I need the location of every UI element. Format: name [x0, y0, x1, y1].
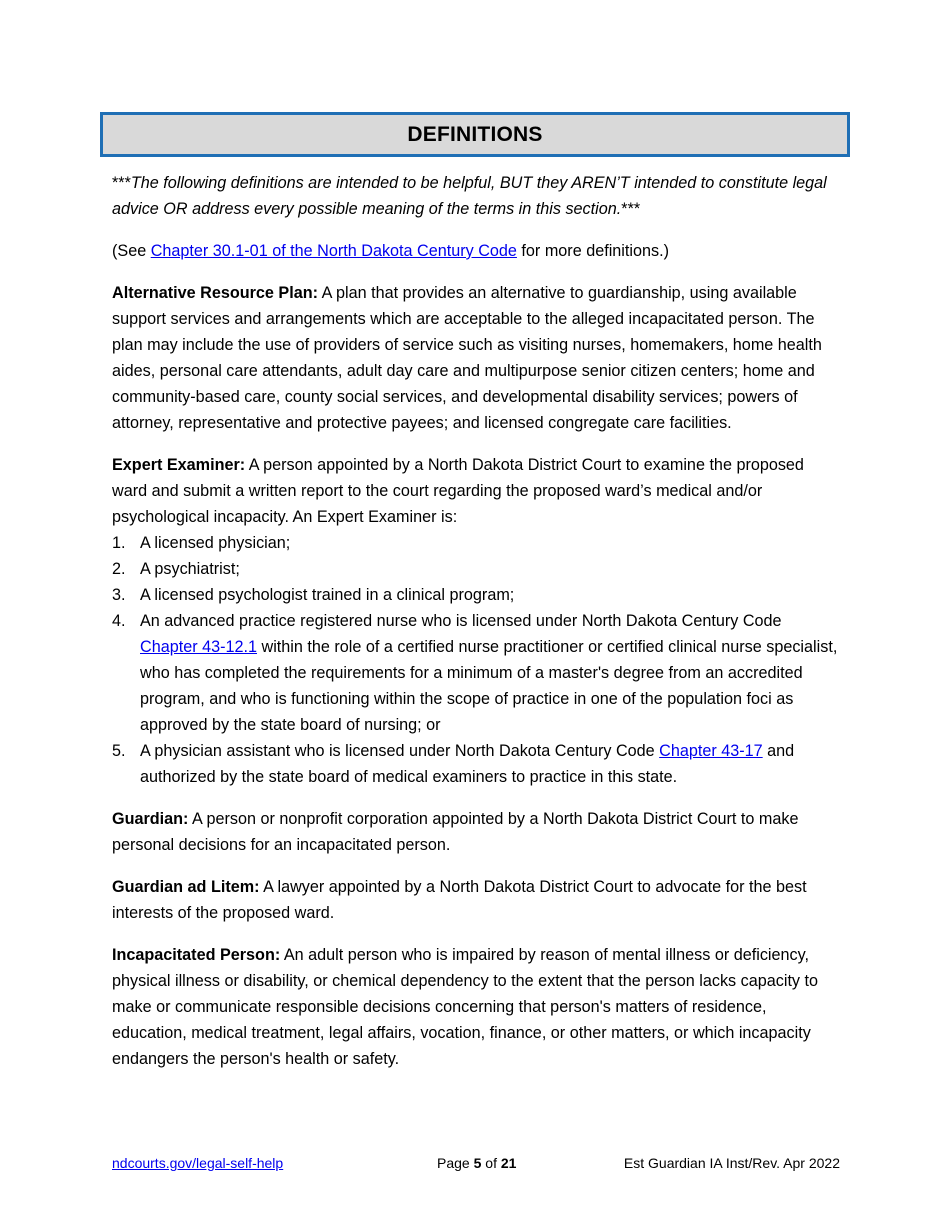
list-number: 5. [112, 742, 126, 760]
definition-text: An adult person who is impaired by reason of mental illness or deficiency, physical illness or disability, or chemical dependency to the extent that the person lacks capacity to make or communicate responsible decisions concerning that person's matters of residence, education, medical treatment, legal affairs, vocation, finance, or other matters, or which incapacity endangers the person's health or safety. [112, 946, 819, 1068]
page-footer [112, 1155, 840, 1175]
definition-guardian-ad-litem [112, 874, 840, 926]
list-number: 3. [112, 586, 126, 604]
page-total: 21 [500, 1155, 517, 1171]
page-title: DEFINITIONS [407, 122, 543, 146]
definition-text: A lawyer appointed by a North Dakota District Court to advocate for the best interests of the proposed ward. [112, 878, 807, 922]
list-text-after: and authorized by the state board of medical examiners to practice in this state. [140, 742, 795, 786]
disclaimer-prefix: *** [112, 174, 131, 192]
definition-incapacitated-person [112, 942, 840, 1072]
legal-self-help-link[interactable]: ndcourts.gov/legal-self-help [112, 1155, 284, 1171]
definition-text: A person or nonprofit corporation appointed by a North Dakota District Court to make personal decisions for an incapacitated person. [112, 810, 799, 854]
definition-term: Expert Examiner: [112, 456, 246, 474]
see-note [112, 238, 840, 264]
list-text-before: A physician assistant who is licensed under North Dakota Century Code [140, 742, 660, 760]
list-text-before: An advanced practice registered nurse who is licensed under North Dakota Century Code [140, 612, 782, 630]
ndcc-chapter-43-17-link[interactable]: Chapter 43-17 [659, 742, 763, 760]
definition-term: Guardian ad Litem: [112, 878, 260, 896]
list-text: A psychiatrist; [140, 560, 240, 578]
list-item [112, 608, 840, 738]
ndcc-chapter-43-12-1-link[interactable]: Chapter 43-12.1 [140, 638, 257, 656]
definition-text: A person appointed by a North Dakota District Court to examine the proposed ward and submit a written report to the court regarding the proposed ward’s medical and/or psychological incapacity. An Expert Examiner is: [112, 456, 804, 526]
disclaimer-text: The following definitions are intended to be helpful, BUT they AREN’T intended to constitute legal advice OR address every possible meaning of the terms in this section. [112, 174, 827, 218]
definition-term: Guardian: [112, 810, 189, 828]
list-item [112, 556, 840, 582]
definition-text: A plan that provides an alternative to guardianship, using available support services and arrangements which are acceptable to the alleged incapacitated person. The plan may include the use of providers of service such as visiting nurses, homemakers, home health aides, personal care attendants, adult day care and multipurpose senior citizen centers; home and community-based care, county social services, and developmental disability services; powers of attorney, representative and protective payees; and licensed congregate care facilities. [112, 284, 822, 432]
list-item [112, 738, 840, 790]
definition-guardian [112, 806, 840, 858]
page-of: of [481, 1155, 501, 1171]
expert-examiner-list [112, 530, 840, 790]
list-number: 1. [112, 534, 126, 552]
definition-expert-examiner [112, 452, 840, 530]
page-number [437, 1155, 516, 1171]
page-current: 5 [473, 1155, 482, 1171]
list-item [112, 530, 840, 556]
list-number: 4. [112, 612, 126, 630]
definition-term: Alternative Resource Plan: [112, 284, 319, 302]
disclaimer-suffix: *** [621, 200, 641, 218]
definition-term: Incapacitated Person: [112, 946, 281, 964]
form-id: Est Guardian IA Inst/Rev. Apr 2022 [623, 1155, 840, 1171]
see-note-after: for more definitions.) [516, 242, 669, 260]
definitions-heading-box [100, 112, 850, 157]
document-body [112, 170, 840, 1088]
ndcc-chapter-30-1-01-link[interactable]: Chapter 30.1-01 of the North Dakota Century Code [150, 242, 517, 260]
see-note-before: (See [112, 242, 151, 260]
page-prefix: Page [437, 1155, 474, 1171]
list-number: 2. [112, 560, 126, 578]
list-text-after: within the role of a certified nurse practitioner or certified clinical nurse specialist, who has completed the requirements for a minimum of a master's degree from an accredited program, and who is functioning within the scope of practice in one of the population foci as approved by the state board of nursing; or [140, 638, 838, 734]
list-item [112, 582, 840, 608]
disclaimer [112, 170, 840, 222]
definition-alternative-resource-plan [112, 280, 840, 436]
list-text: A licensed psychologist trained in a clinical program; [140, 586, 515, 604]
list-text: A licensed physician; [140, 534, 291, 552]
